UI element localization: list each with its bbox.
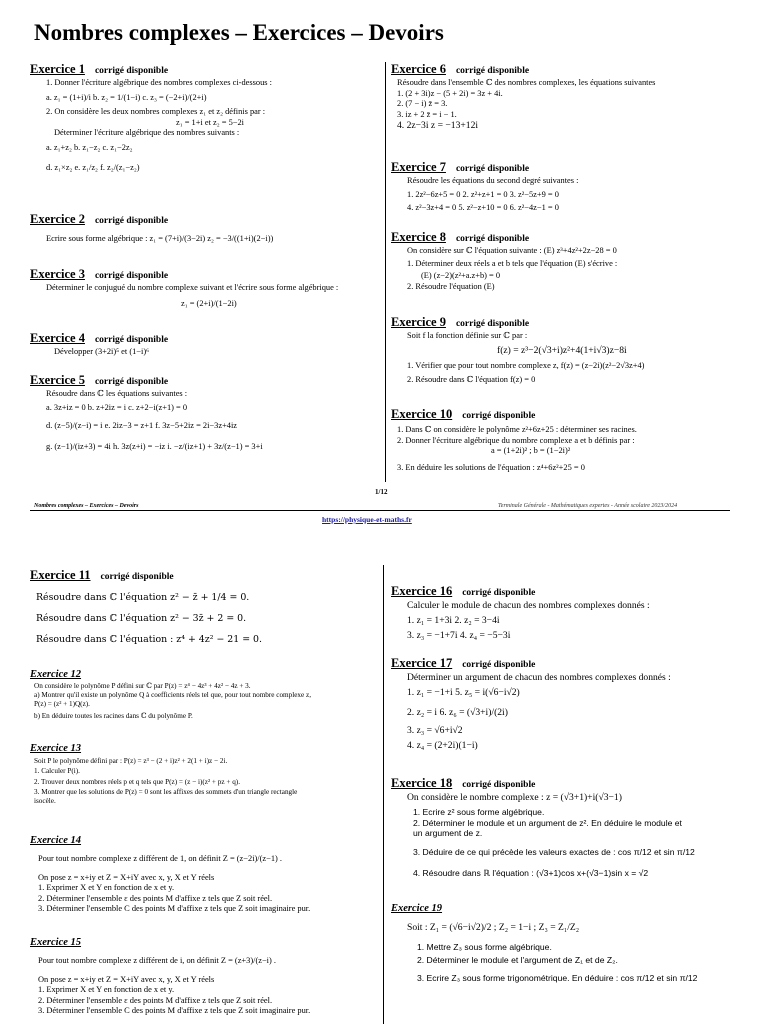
text-line: 2. Résoudre l'équation (E) <box>407 281 495 291</box>
exercise-5 <box>30 373 380 452</box>
text-line: 3. En déduire les solutions de l'équation : z⁴+6z²+25 = 0 <box>397 462 585 472</box>
text-line: 3. iz + 2 z̄ = i − 1. <box>397 109 457 119</box>
column-right-page1 <box>391 62 751 473</box>
text-line: 1. Dans ℂ on considère le polynôme z²+6z+25 : déterminer ses racines. <box>397 425 637 434</box>
text-line: Pour tout nombre complexe z différent de i, on définit Z = (z+3)/(z−i) . <box>38 956 276 965</box>
exercise-title: Exercice 9 <box>391 315 446 329</box>
exercise-3 <box>30 267 380 331</box>
exercise-title: Exercice 8 <box>391 230 446 244</box>
text-line: Soit : Z₁ = (√6−i√2)/2 ; Z₂ = 1−i ; Z₃ = Z₁/Z₂ <box>407 922 580 933</box>
exercise-2 <box>30 212 380 267</box>
exercise-9 <box>391 315 751 407</box>
text-line: 3. z₃ = √6+i√2 <box>407 724 463 736</box>
column-left-page1 <box>30 62 380 452</box>
text-line: P(z) = (z² + 1)Q(z). <box>34 700 90 708</box>
text-line: Résoudre dans ℂ l'équation z² − 3z̄ + 2 = 0. <box>36 612 247 624</box>
text-line: 2. Trouver deux nombres réels p et q tels que P(z) = (z − i)(z² + pz + q). <box>34 777 240 786</box>
exercise-18 <box>391 776 761 900</box>
exercise-19 <box>391 900 761 984</box>
text-line: On considère sur ℂ l'équation suivante : (E) z³+4z²+2z−28 = 0 <box>407 246 617 255</box>
corrige-label: corrigé disponible <box>94 216 169 226</box>
text-line: 3. Montrer que les solutions de P(z) = 0 sont les affixes des sommets d'un triangle rectangle <box>34 788 298 797</box>
corrige-label: corrigé disponible <box>462 660 536 670</box>
exercise-title: Exercice 10 <box>391 407 453 421</box>
text-line: 1. z₁ = 1+3i 2. z₂ = 3−4i <box>407 614 500 626</box>
exercise-title: Exercice 12 <box>30 669 82 680</box>
page-title: Nombres complexes – Exercices – Devoirs <box>34 20 444 45</box>
exercise-title: Exercice 19 <box>391 903 443 914</box>
text-line: Ecrire sous forme algébrique : z₁ = (7+i)/(3−2i) z₂ = −3/((1+i)(2−i)) <box>46 234 274 243</box>
exercise-6 <box>391 62 751 160</box>
text-line: 4. 2z−3i z = −13+12i <box>397 120 479 131</box>
text-line: Pour tout nombre complexe z différent de 1, on définit Z = (z−2i)/(z−1) . <box>38 854 283 863</box>
text-line: 1. Vérifier que pour tout nombre complexe z, f(z) = (z−2i)(z²−2√3z+4) <box>407 361 645 371</box>
exercise-title: Exercice 15 <box>30 937 82 948</box>
corrige-label: corrigé disponible <box>94 271 169 281</box>
text-line: 4. z²−3z+4 = 0 5. z²−z+10 = 0 6. z²−4z−1 = 0 <box>407 203 559 212</box>
text-line: d. (z−5)/(z−i) = i e. 2iz−3 = z+1 f. 3z−5+2iz = 2i−3z+4iz <box>46 421 238 430</box>
corrige-label: corrigé disponible <box>100 572 174 582</box>
text-line: 1. Exprimer X et Y en fonction de x et y. <box>38 883 175 892</box>
text-line: isocèle. <box>34 797 56 805</box>
text-line: 3. Déterminer l'ensemble C des points M d'affixe z tels que Z soit imaginaire pur. <box>38 904 311 913</box>
exercise-title: Exercice 4 <box>30 331 85 345</box>
text-line: a. 3z+iz = 0 b. z+2iz = i c. z+2−i(z+1) = 0 <box>46 402 188 412</box>
corrige-label: corrigé disponible <box>455 319 530 329</box>
exercise-title: Exercice 17 <box>391 656 453 670</box>
exercise-11 <box>30 568 380 666</box>
text-line: On pose z = x+iy et Z = X+iY avec x, y, X et Y réels <box>38 872 215 882</box>
text-line: Calculer le module de chacun des nombres complexes donnés : <box>407 600 650 611</box>
text-line: 4. Résoudre dans ℝ l'équation : (√3+1)cos x+(√3−1)sin x = √2 <box>413 867 649 878</box>
text-line: 4. z₄ = (2+2i)(1−i) <box>407 739 478 751</box>
exercise-title: Exercice 13 <box>30 743 82 754</box>
exercise-14 <box>30 832 380 934</box>
text-line: 3. z₃ = −1+7i 4. z₄ = −5−3i <box>407 629 511 641</box>
text-line: d. z₁×z₂ e. z₁/z₂ f. z₂/(z₁−z₂) <box>46 163 140 172</box>
text-line: a. z₁ = (1+i)/i b. z₂ = 1/(1−i) c. z₃ = (−2+i)/(2+i) <box>46 92 207 102</box>
corrige-label: corrigé disponible <box>462 780 536 790</box>
exercise-title: Exercice 6 <box>391 62 446 76</box>
site-link[interactable]: https://physique-et-maths.fr <box>322 515 412 524</box>
text-line: 2. Résoudre dans ℂ l'équation f(z) = 0 <box>407 374 536 384</box>
corrige-label: corrigé disponible <box>462 588 536 598</box>
exercise-12 <box>30 666 380 740</box>
text-line: Soit P le polynôme défini par : P(z) = z³ − (2 + i)z² + 2(1 + i)z − 2i. <box>34 757 228 765</box>
text-line: Résoudre dans l'ensemble ℂ des nombres complexes, les équations suivantes <box>397 78 656 87</box>
exercise-title: Exercice 3 <box>30 267 85 281</box>
text-line: 2. z₂ = i 6. z₆ = (√3+i)/(2i) <box>407 706 508 718</box>
text-line: g. (z−1)/(iz+3) = 4i h. 3z(z+i) = −iz i. −z/(iz+1) + 3z/(z−1) = 3+i <box>46 441 263 451</box>
text-line: 2. (7 − i) z̄ = 3. <box>397 99 448 108</box>
text-line: z₁ = 1+i et z₂ = 5−2i <box>176 117 244 127</box>
footer-title: Nombres complexes – Exercices – Devoirs <box>34 503 139 509</box>
text-line: 1. Exprimer X et Y en fonction de x et y. <box>38 985 175 994</box>
text-line: a. z₁+z₂ b. z₁−z₂ c. z₁−2z₂ <box>46 142 133 152</box>
text-line: Déterminer l'écriture algébrique des nombres suivants : <box>54 128 240 137</box>
text-line: 1. 2z²−6z+5 = 0 2. z²+z+1 = 0 3. z²−5z+9 = 0 <box>407 189 559 199</box>
corrige-label: corrigé disponible <box>462 411 536 421</box>
exercise-1 <box>30 62 380 212</box>
exercise-15 <box>30 934 380 1017</box>
corrige-label: corrigé disponible <box>455 164 530 174</box>
exercise-10 <box>391 407 751 473</box>
exercise-13 <box>30 740 380 832</box>
exercise-title: Exercice 2 <box>30 212 85 226</box>
text-line: 3. Déduire de ce qui précède les valeurs exactes de : cos π/12 et sin π/12 <box>413 847 695 858</box>
text-line: On considère le polynôme P défini sur ℂ par P(z) = z⁴ − 4z³ + 4z² − 4z + 3. <box>34 682 251 690</box>
exercise-title: Exercice 11 <box>30 568 91 582</box>
text-line: 1. Déterminer deux réels a et b tels que l'équation (E) s'écrive : <box>407 258 618 268</box>
corrige-label: corrigé disponible <box>455 66 530 76</box>
page-number: 1/12 <box>375 488 388 496</box>
text-line: 2. Déterminer l'ensemble ε des points M d'affixe z tels que Z soit réel. <box>38 995 273 1005</box>
column-divider <box>385 62 386 482</box>
text-line: 2. Déterminer l'ensemble ε des points M d'affixe z tels que Z soit réel. <box>38 893 273 903</box>
text-line: 2. Donner l'écriture algébrique du nombre complexe a et b définis par : <box>397 435 635 445</box>
text-line: 3. Ecrire Z₃ sous forme trigonométrique. En déduire : cos π/12 et sin π/12 <box>417 973 698 984</box>
text-line: Développer (3+2i)⁵ et (1−i)⁶ <box>54 347 150 356</box>
exercise-7 <box>391 160 751 230</box>
text-line: a = (1+2i)² ; b = (1−2i)² <box>491 446 571 455</box>
text-line: 1. Donner l'écriture algébrique des nombres complexes ci-dessous : <box>46 78 272 87</box>
corrige-label: corrigé disponible <box>94 335 169 345</box>
exercise-title: Exercice 5 <box>30 373 85 387</box>
column-divider <box>383 565 384 1024</box>
corrige-label: corrigé disponible <box>94 66 169 76</box>
text-line: a) Montrer qu'il existe un polynôme Q à coefficients réels tel que, pour tout nombre complexe z, <box>34 691 311 699</box>
exercise-16 <box>391 584 761 656</box>
text-line: Déterminer un argument de chacun des nombres complexes donnés : <box>407 672 671 683</box>
text-line: b) En déduire toutes les racines dans ℂ du polynôme P. <box>34 712 193 720</box>
text-line: On considère le nombre complexe : z = (√3+1)+i(√3−1) <box>407 792 622 803</box>
exercise-8 <box>391 230 751 315</box>
text-line: f(z) = z³−2(√3+i)z²+4(1+i√3)z−8i <box>497 344 627 356</box>
exercise-title: Exercice 7 <box>391 160 446 174</box>
text-line: 1. Mettre Z₃ sous forme algébrique. <box>417 941 552 952</box>
text-line: 3. Déterminer l'ensemble C des points M d'affixe z tels que Z soit imaginaire pur. <box>38 1006 311 1015</box>
text-line: 2. On considère les deux nombres complexes z₁ et z₂ définis par : <box>46 107 266 116</box>
exercise-title: Exercice 18 <box>391 776 453 790</box>
text-line: z₁ = (2+i)/(1−2i) <box>181 298 237 308</box>
corrige-label: corrigé disponible <box>455 234 530 244</box>
text-line: un argument de z. <box>413 828 483 839</box>
text-line: Déterminer le conjugué du nombre complexe suivant et l'écrire sous forme algébrique : <box>46 283 339 292</box>
text-line: Résoudre dans ℂ l'équation : z⁴ + 4z² − 21 = 0. <box>36 633 262 645</box>
text-line: Résoudre dans ℂ les équations suivantes : <box>46 389 188 398</box>
exercise-17 <box>391 656 761 776</box>
text-line: On pose z = x+iy et Z = X+iY avec x, y, X et Y réels <box>38 974 215 984</box>
text-line: 2. Déterminer le module et l'argument de Z₁ et de Z₂. <box>417 954 618 965</box>
exercise-title: Exercice 1 <box>30 62 85 76</box>
corrige-label: corrigé disponible <box>94 377 169 387</box>
text-line: 1. Ecrire z² sous forme algébrique. <box>413 806 545 817</box>
footer-divider <box>30 510 730 511</box>
text-line: Résoudre dans ℂ l'équation z² − z̄ + 1/4 = 0. <box>36 592 250 603</box>
column-left-page2 <box>30 568 380 1017</box>
text-line: Soit f la fonction définie sur ℂ par : <box>407 331 528 340</box>
text-line: Résoudre les équations du second degré suivantes : <box>407 176 579 185</box>
exercise-4 <box>30 331 380 373</box>
footer-info: Terminale Générale - Mathématiques expertes - Année scolaire 2023/2024 <box>498 503 678 509</box>
text-line: 2. Déterminer le module et un argument de z². En déduire le module et <box>413 817 682 828</box>
text-line: 1. Calculer P(i). <box>34 767 80 776</box>
exercise-title: Exercice 14 <box>30 835 82 846</box>
exercise-title: Exercice 16 <box>391 584 453 598</box>
column-right-page2 <box>391 584 761 984</box>
text-line: 1. (2 + 3i)z − (5 + 2i) = 3z + 4i. <box>397 88 503 98</box>
text-line: 1. z₁ = −1+i 5. z₅ = i(√6−i√2) <box>407 686 520 698</box>
text-line: (E) (z−2)(z²+a.z+b) = 0 <box>421 271 501 280</box>
